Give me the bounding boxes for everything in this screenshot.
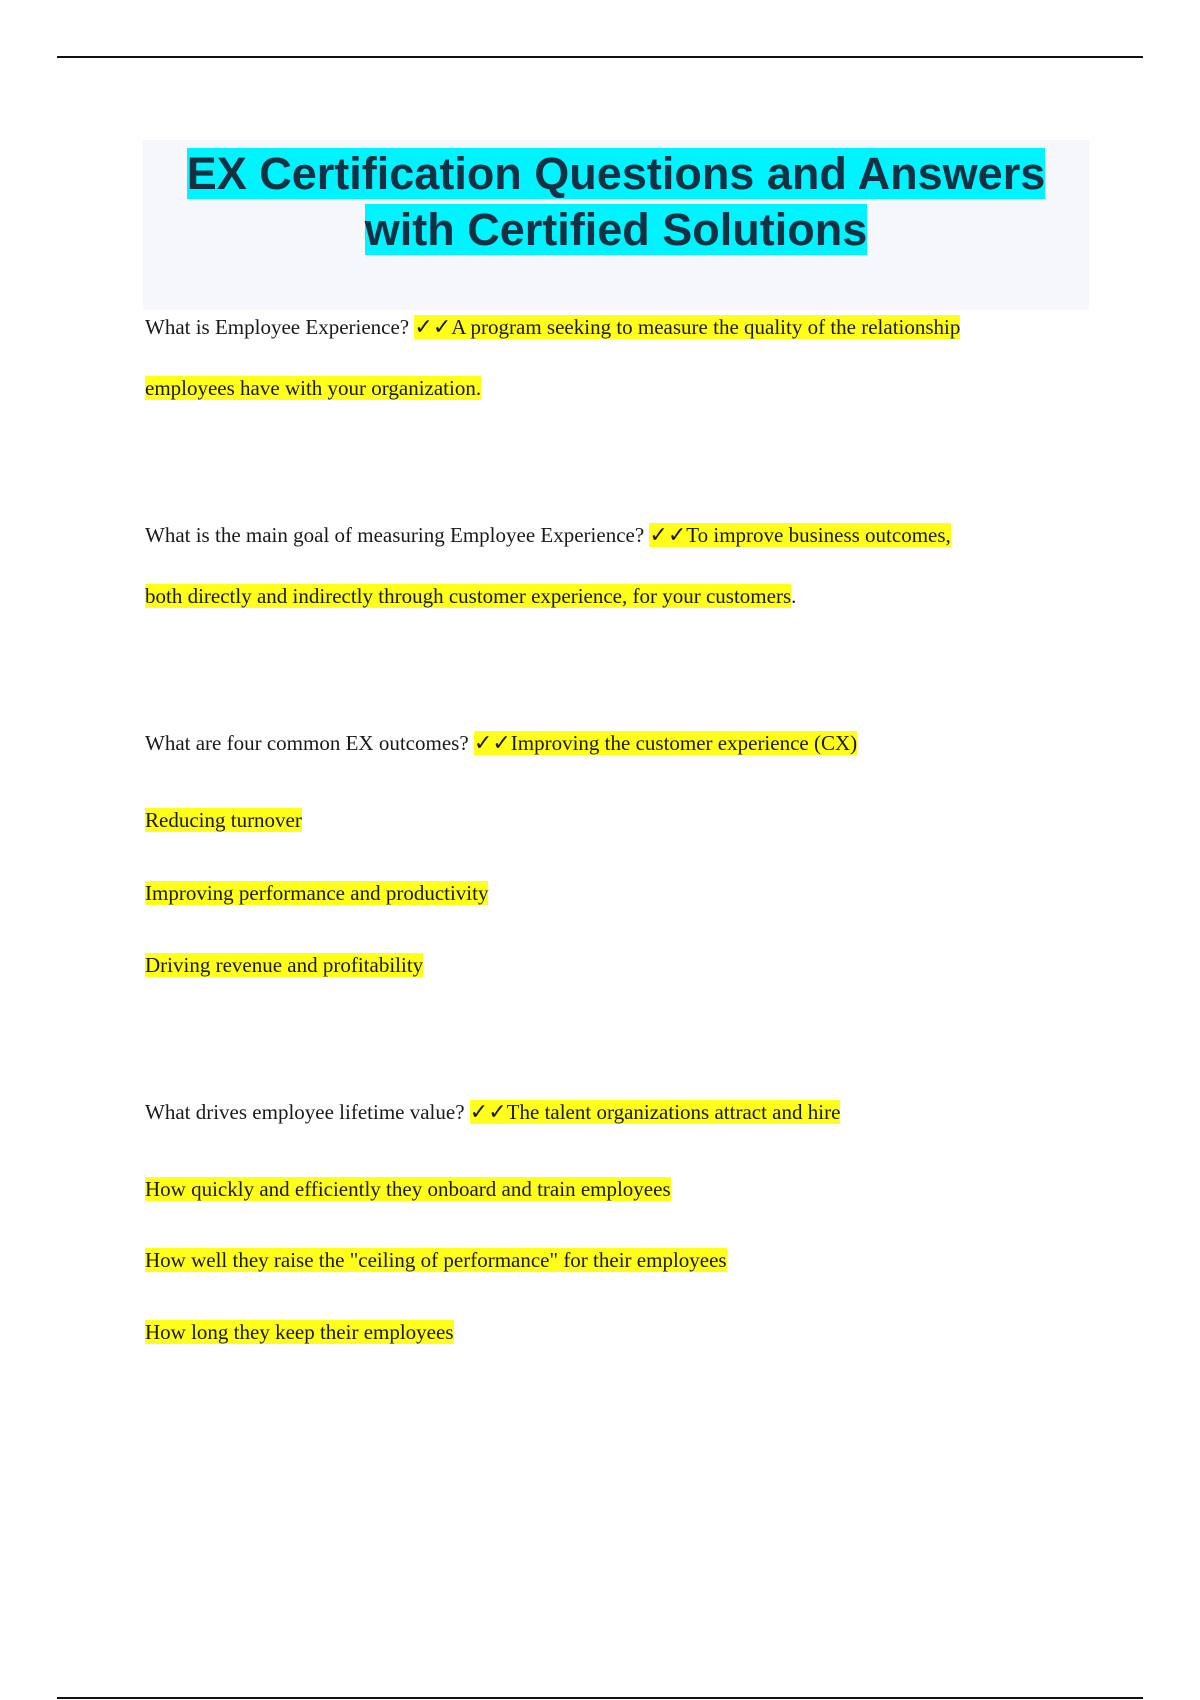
answer-text: How long they keep their employees [145, 1320, 454, 1344]
double-check-icon: ✓✓ [649, 523, 687, 548]
qa-item-2-answer-line [145, 581, 796, 611]
answer-text: Improving the customer experience (CX) [510, 731, 858, 755]
answer-text: To improve business outcomes, [686, 523, 951, 547]
qa-item-4-answer-line [145, 1174, 671, 1204]
qa-item-4-answer-line [145, 1317, 454, 1347]
double-check-icon: ✓✓ [469, 1100, 507, 1125]
answer-text: A program seeking to measure the quality of the relationship [451, 315, 961, 339]
qa-item-4-question-line [145, 1097, 840, 1128]
double-check-icon: ✓✓ [414, 315, 452, 340]
top-rule [57, 56, 1143, 58]
answer-text: How well they raise the "ceiling of performance" for their employees [145, 1248, 727, 1272]
document-title-line-2: with Certified Solutions [364, 204, 868, 255]
answer-text: How quickly and efficiently they onboard and train employees [145, 1177, 671, 1201]
question-text: What is the main goal of measuring Employee Experience? [145, 523, 650, 547]
qa-item-3-answer-line [145, 805, 302, 835]
answer-text: Improving performance and productivity [145, 881, 489, 905]
trailing-period: . [791, 584, 797, 608]
question-text: What is Employee Experience? [145, 315, 415, 339]
question-text: What are four common EX outcomes? [145, 731, 474, 755]
qa-item-4-answer-line [145, 1245, 727, 1275]
answer-text: The talent organizations attract and hire [506, 1100, 841, 1124]
qa-item-3-question-line [145, 728, 857, 759]
answer-text: Reducing turnover [145, 808, 302, 832]
qa-item-1-question-line [145, 312, 960, 343]
question-text: What drives employee lifetime value? [145, 1100, 470, 1124]
double-check-icon: ✓✓ [473, 731, 511, 756]
qa-item-1-answer-line [145, 373, 481, 403]
answer-text: employees have with your organization. [145, 376, 482, 400]
title-block [143, 140, 1089, 310]
qa-item-3-answer-line [145, 878, 488, 908]
qa-item-3-answer-line [145, 950, 423, 980]
bottom-rule [57, 1697, 1143, 1699]
answer-text: both directly and indirectly through customer experience, for your customers [145, 584, 792, 608]
document-title-line-1: EX Certification Questions and Answers [186, 148, 1046, 199]
answer-text: Driving revenue and profitability [145, 953, 424, 977]
qa-item-2-question-line [145, 520, 951, 551]
